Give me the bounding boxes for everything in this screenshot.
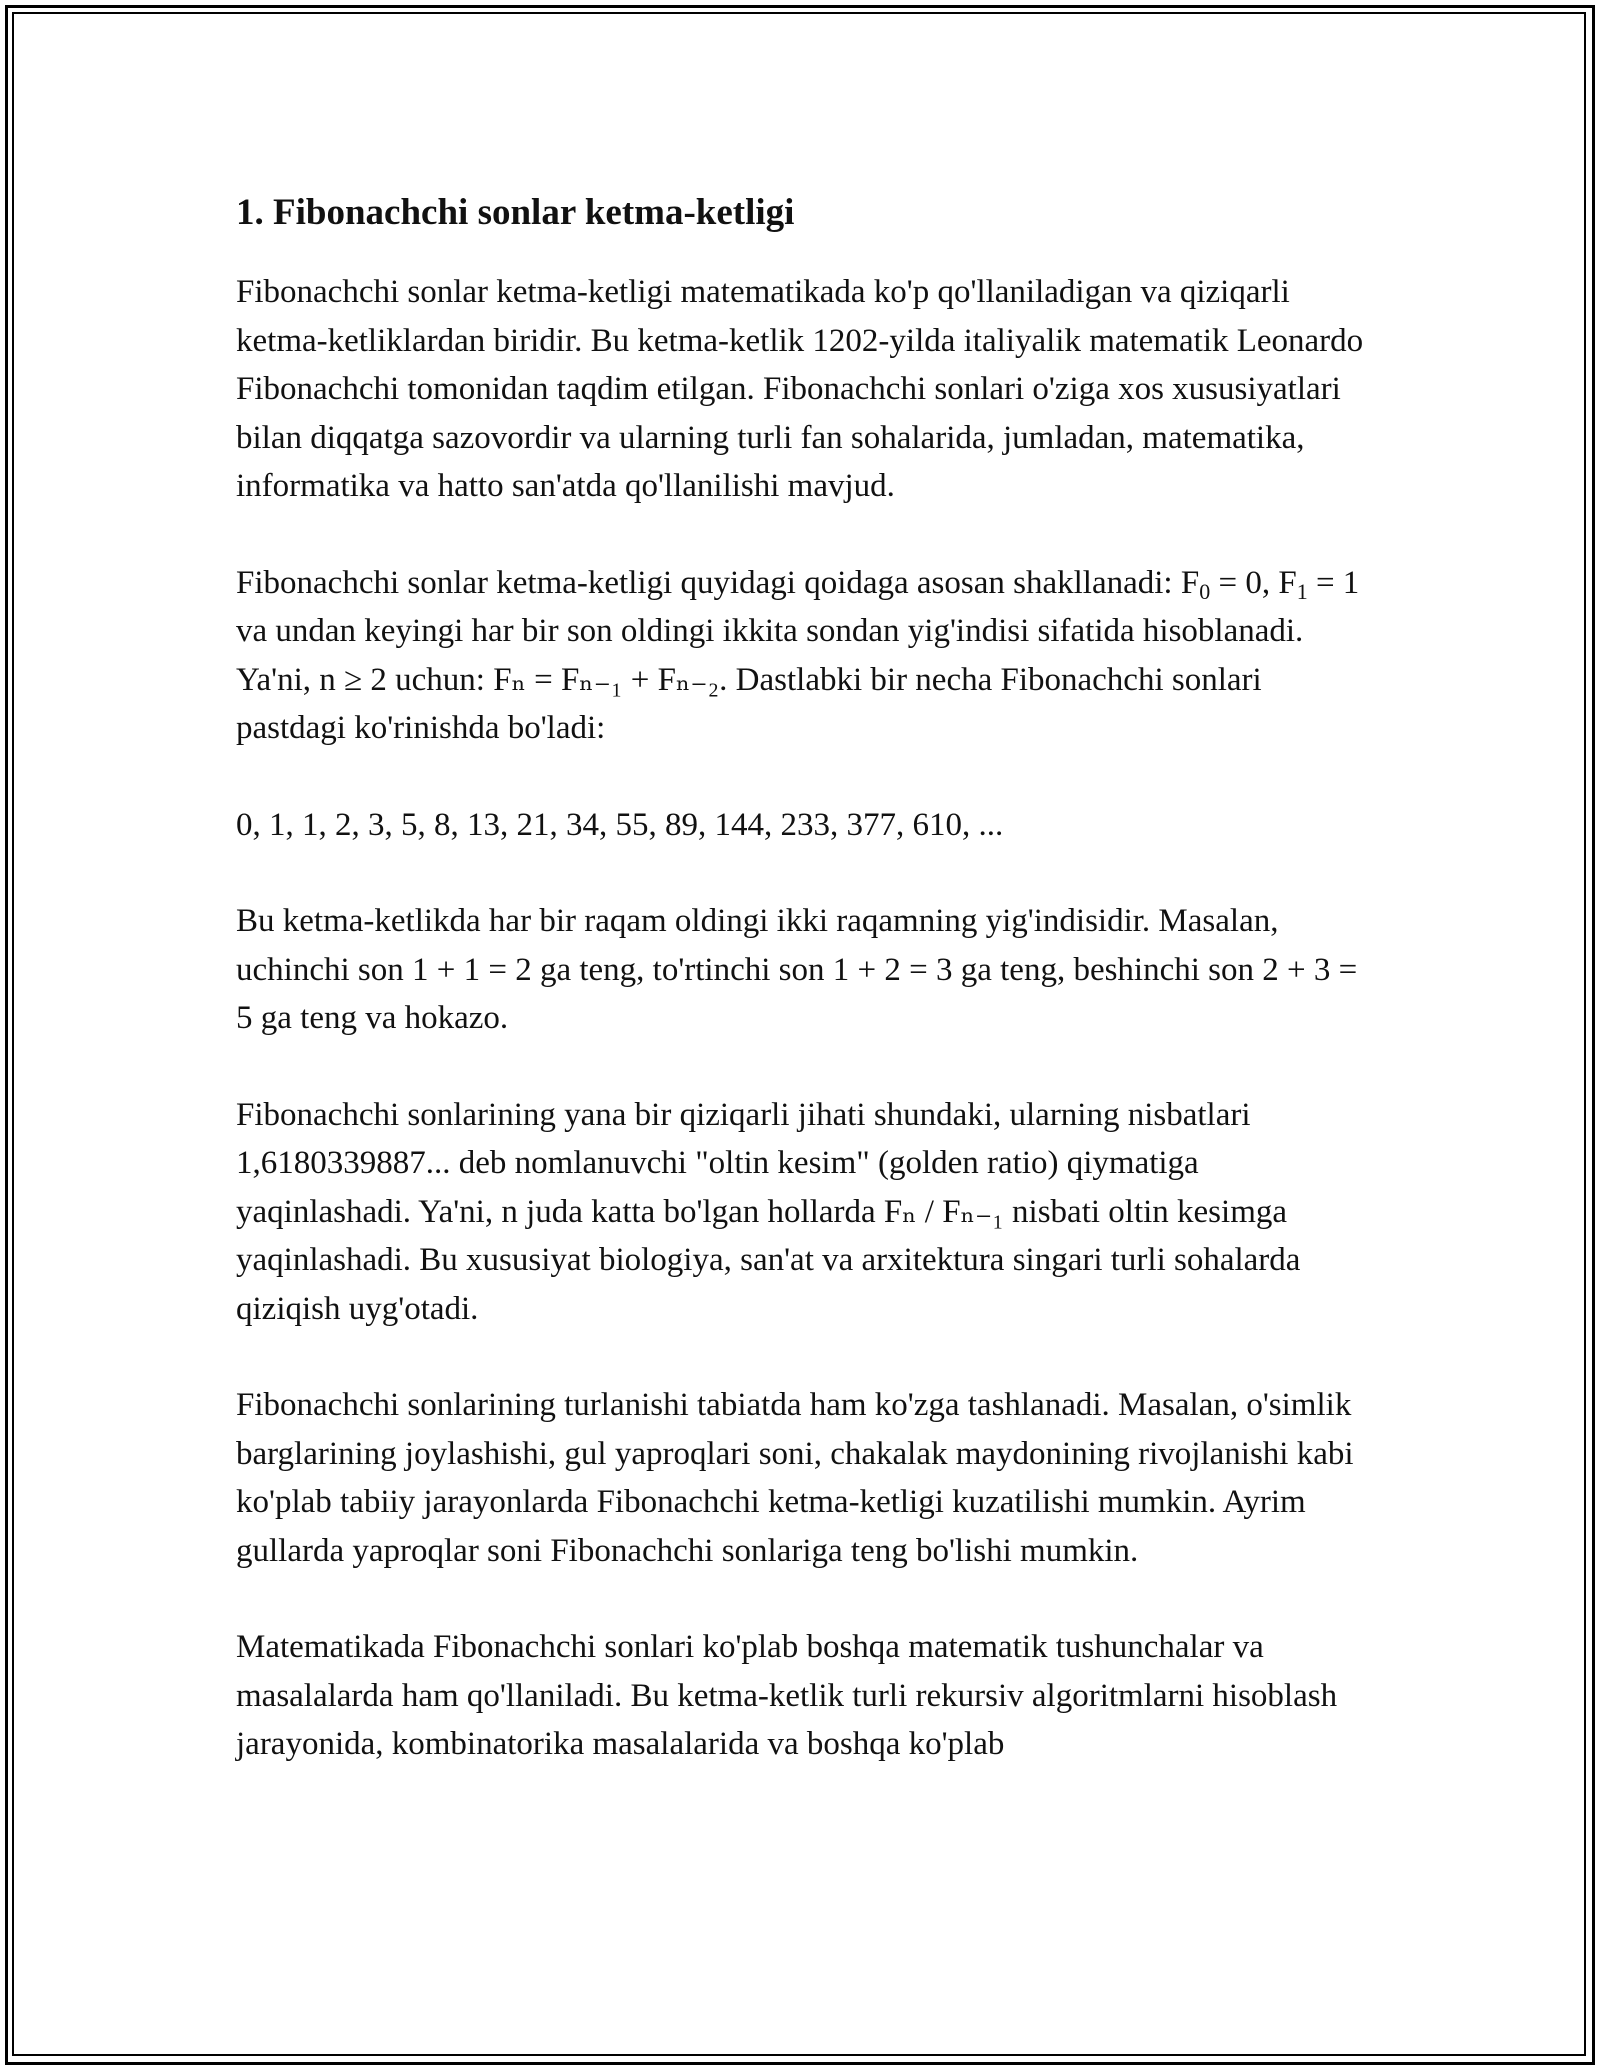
paragraph-nature: Fibonachchi sonlarining turlanishi tabiatda ham ko'zga tashlanadi. Masalan, o'simlik barglarining joylashishi, gul yaproqlari soni, chakalak maydonining rivojlanishi kabi ko'plab tabiiy jarayonlarda Fibonachchi ketma-ketligi kuzatilishi mumkin. Ayrim gullarda yaproqlar soni Fibonachchi sonlariga teng bo'lishi mumkin. xyxy=(236,1387,1354,1569)
paragraph-definition xyxy=(236,559,1376,753)
paragraph-golden-ratio: Fibonachchi sonlarining yana bir qiziqarli jihati shundaki, ularning nisbatlari 1,6180339887... deb nomlanuvchi "oltin kesim" (golden ratio) qiymatiga yaqinlashadi. Ya'ni, n juda katta bo'lgan hollarda Fₙ / Fₙ₋₁ nisbati oltin kesimga yaqinlashadi. Bu xususiyat biologiya, san'at va arxitektura singari turli sohalarda qiziqish uyg'otadi. xyxy=(236,1096,1301,1327)
paragraph-sum-rule: Bu ketma-ketlikda har bir raqam oldingi ikki raqamning yig'indisidir. Masalan, uchinchi son 1 + 1 = 2 ga teng, to'rtinchi son 1 + 2 = 3 ga teng, beshinchi son 2 + 3 = 5 ga teng va hokazo. xyxy=(236,903,1358,1036)
subscript-zero: 0 xyxy=(1199,578,1211,604)
document-body xyxy=(236,188,1376,1817)
subscript-one: 1 xyxy=(1296,578,1308,604)
definition-text-b: = 0, F xyxy=(1210,564,1297,601)
definition-text-c: = 1 va undan keyingi har bir son oldingi ikkita sondan yig'indisi sifatida hisoblanadi. Ya'ni, n ≥ 2 uchun: Fₙ = Fₙ₋₁ + Fₙ₋₂. Dastlabki bir necha Fibonachchi sonlari pastdagi ko'rinishda bo'ladi: xyxy=(236,564,1360,746)
definition-text-a: Fibonachchi sonlar ketma-ketligi quyidagi qoidaga asosan shakllanadi: F xyxy=(236,564,1200,601)
sequence-line: 0, 1, 1, 2, 3, 5, 8, 13, 21, 34, 55, 89, 144, 233, 377, 610, ... xyxy=(236,806,1004,843)
paragraph-mathematics: Matematikada Fibonachchi sonlari ko'plab boshqa matematik tushunchalar va masalalarda ham qo'llaniladi. Bu ketma-ketlik turli rekursiv algoritmlarni hisoblash jarayonida, kombinatorika masalalarida va boshqa ko'plab xyxy=(236,1629,1338,1762)
paragraph-intro: Fibonachchi sonlar ketma-ketligi matematikada ko'p qo'llaniladigan va qiziqarli ketma-ketliklardan biridir. Bu ketma-ketlik 1202-yilda italiyalik matematik Leonardo Fibonachchi tomonidan taqdim etilgan. Fibonachchi sonlari o'ziga xos xususiyatlari bilan diqqatga sazovordir va ularning turli fan sohalarida, jumladan, matematika, informatika va hatto san'atda qo'llanilishi mavjud. xyxy=(236,274,1364,504)
section-heading: 1. Fibonachchi sonlar ketma-ketligi xyxy=(236,192,795,233)
